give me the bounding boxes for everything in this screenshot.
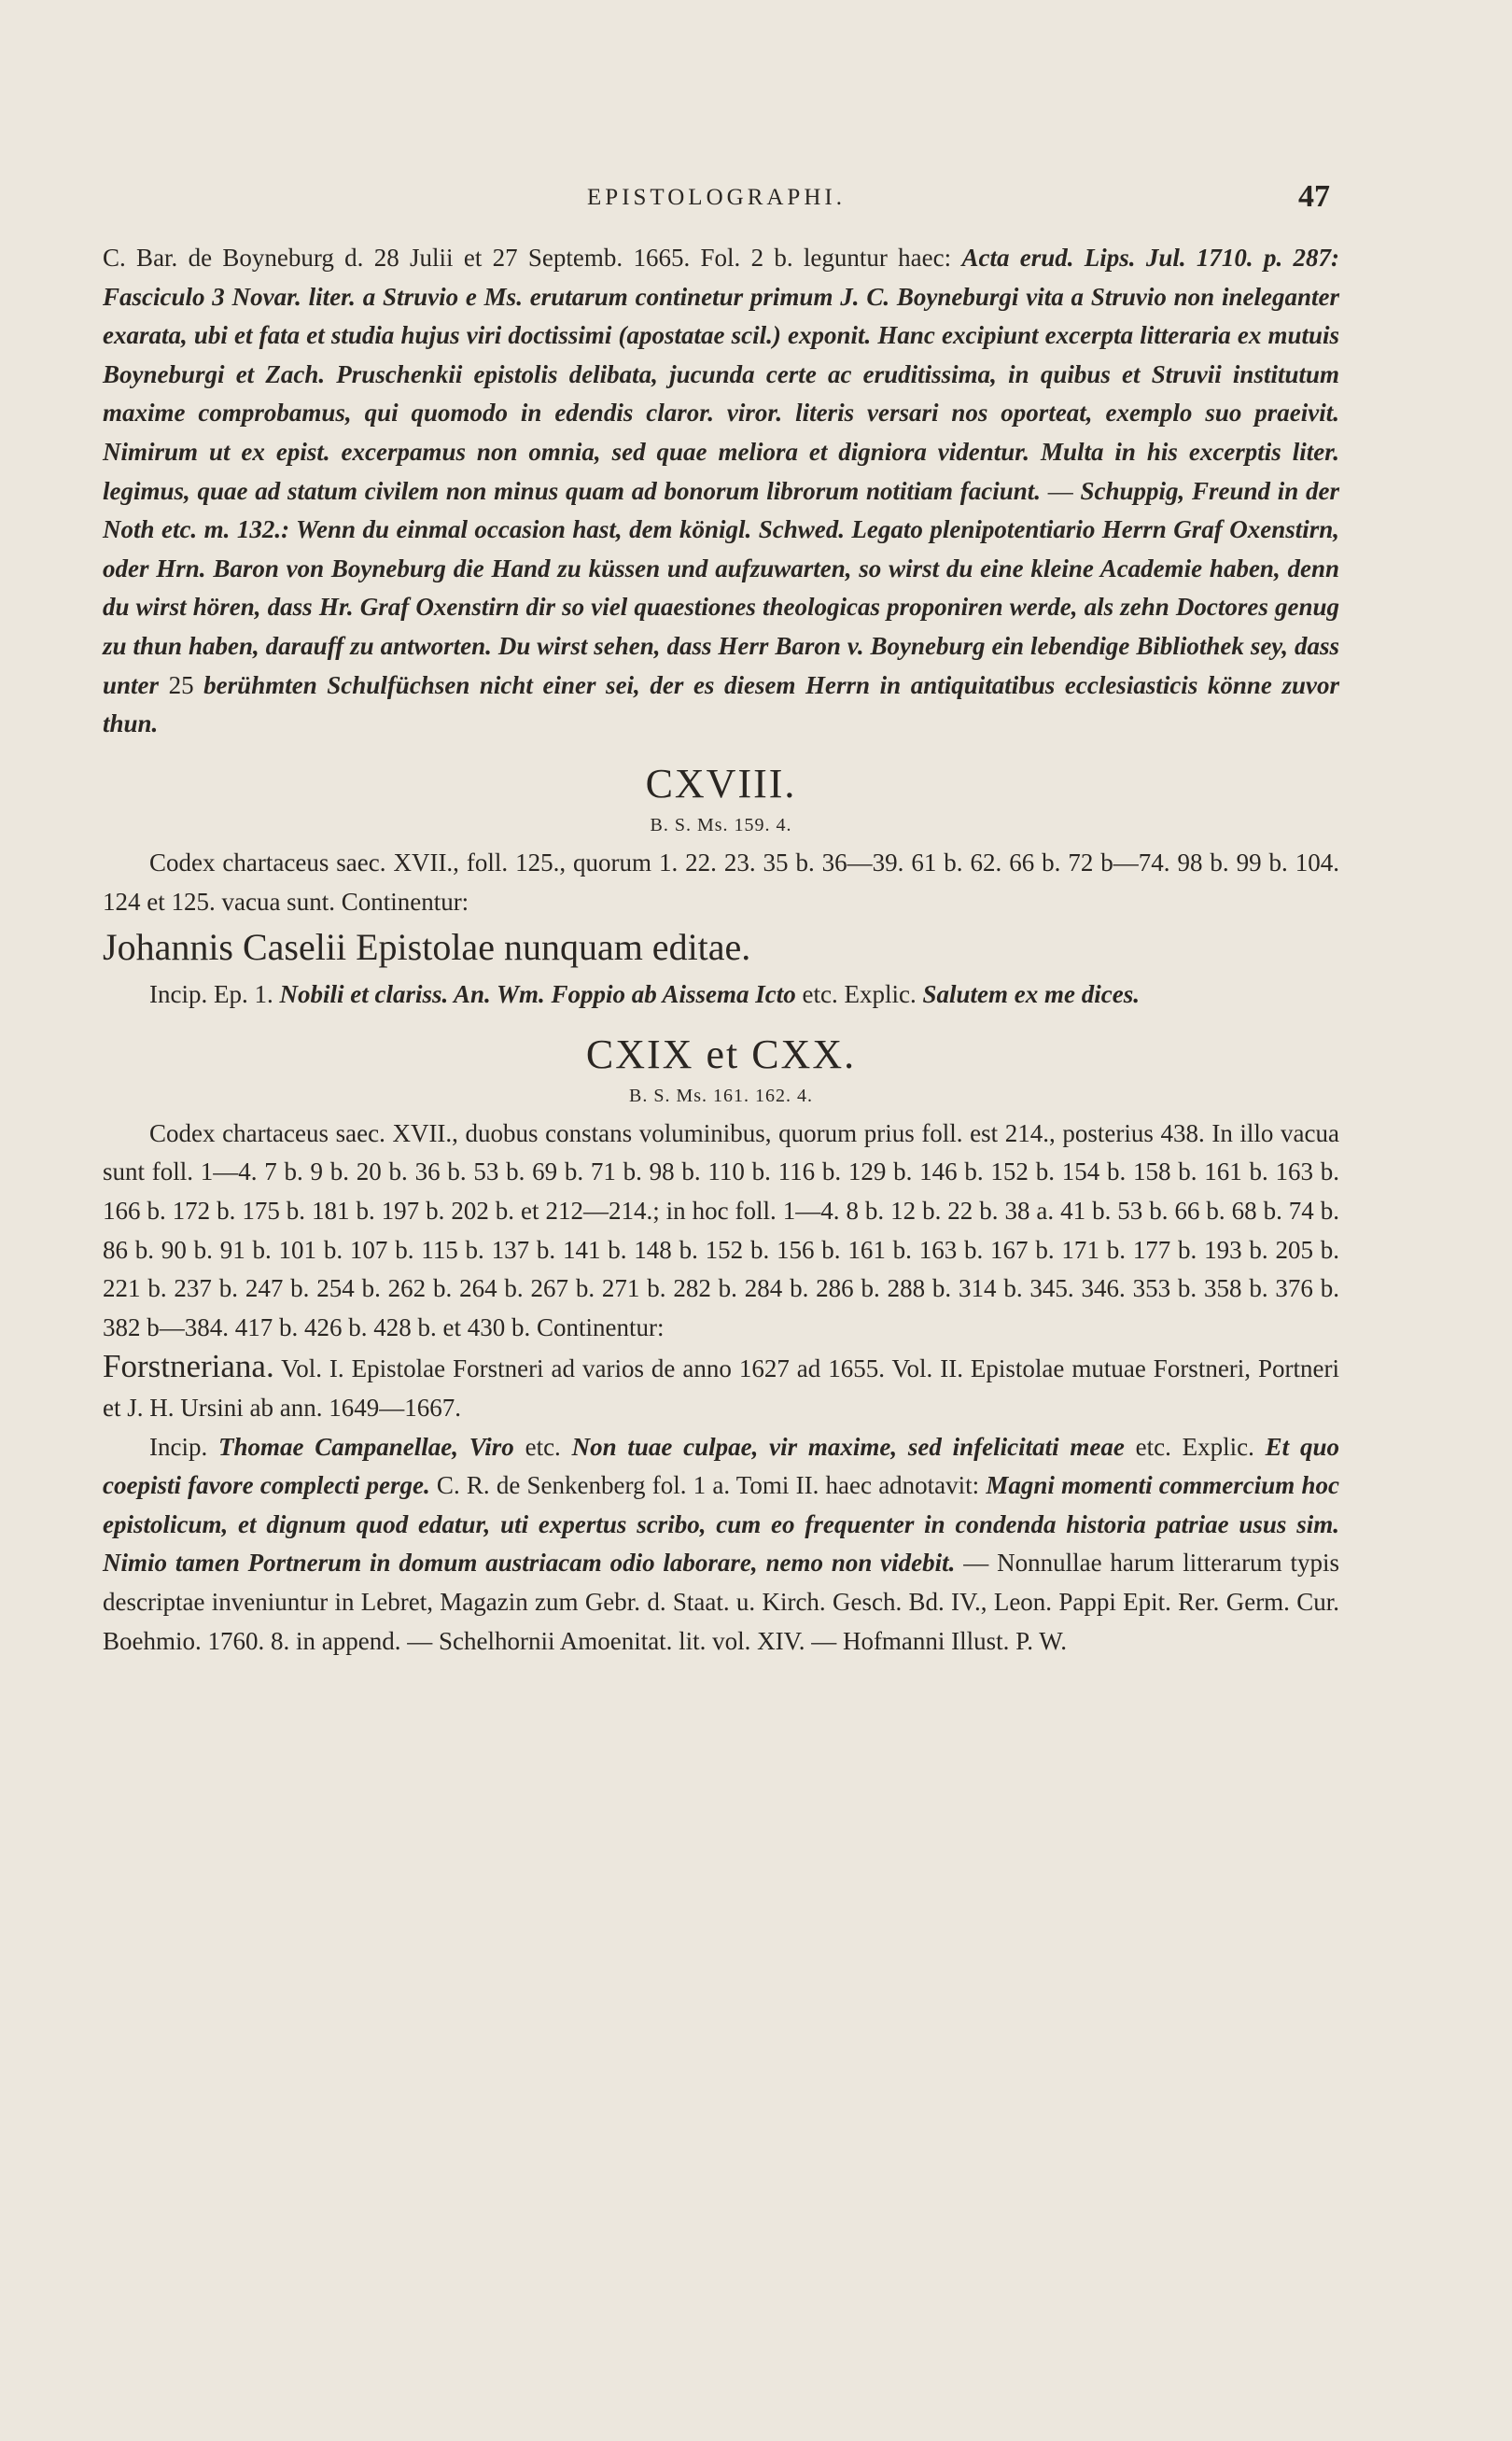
text-run: etc. Explic. — [1124, 1432, 1266, 1461]
section-number-cxviii: CXVIII. — [645, 760, 797, 807]
shelfmark-cxviii: B. S. Ms. 159. 4. — [650, 814, 792, 835]
text-run: 25 — [168, 670, 194, 699]
page-header — [103, 179, 1330, 222]
italic-text-run: berühmten Schulfüchsen nicht einer sei, der es diesem Herrn in antiquitatibus ecclesiasticis könne zuvor thun. — [103, 670, 1339, 738]
text-run: etc. Explic. — [795, 980, 923, 1009]
page-body — [103, 239, 1339, 1661]
incipit-paragraph-cxix-cxx — [103, 1428, 1339, 1662]
text-run: etc. — [513, 1432, 572, 1461]
italic-text-run: Et quo coepisti favore complecti perge. — [103, 1432, 1339, 1500]
text-run: — Nonnullae harum litterarum typis descriptae inveniuntur in Lebret, Magazin zum Gebr. d. Staat. u. Kirch. Gesch. Bd. IV., Leon. Pappi Epit. Rer. Germ. Cur. Boehmio. 1760. 8. in append. — Schelhornii Amoenitat. lit. vol. XIV. — Hofmanni Illust. P. W. — [103, 1549, 1339, 1655]
italic-text-run: Non tuae culpae, vir maxime, sed infelicitati meae — [571, 1432, 1125, 1461]
text-run: Incip. — [149, 1432, 218, 1461]
text-run: C. R. de Senkenberg fol. 1 a. Tomi II. haec adnotavit: — [429, 1471, 987, 1500]
incipit-paragraph-cxviii — [103, 975, 1339, 1015]
text-run: — — [1041, 476, 1081, 505]
text-run: Incip. Ep. 1. — [149, 980, 280, 1009]
top-paragraph — [103, 239, 1339, 744]
work-title-forstneriana: Forstneriana. — [103, 1348, 274, 1385]
italic-text-run: Nobili et clariss. An. Wm. Foppio ab Aissema Icto — [279, 980, 796, 1009]
italic-text-run: Thomae Campanellae, Viro — [218, 1432, 514, 1461]
italic-text-run: Acta erud. Lips. Jul. 1710. p. 287: Fasciculo 3 Novar. liter. a Struvio e Ms. erutarum continetur primum J. C. Boyneburgi vita a Struvio non ineleganter exarata, ubi et fata et studia hujus viri doctissimi (apostatae scil.) exponit. Hanc excipiunt excerpta litteraria ex mutuis Boyneburgi et Zach. Pruschenkii epistolis delibata, jucunda certe ac eruditissima, in quibus et Struvii institutum maxime comprobamus, qui quomodo in edendis claror. viror. literis versari nos oporteat, exemplo suo praeivit. Nimirum ut ex epist. excerpamus non omnia, sed quae meliora et digniora videntur. Multa in his excerptis liter. legimus, quae ad statum civilem non minus quam ad bonorum librorum notitiam faciunt. — [103, 244, 1340, 505]
shelfmark-cxix-cxx: B. S. Ms. 161. 162. 4. — [628, 1085, 814, 1106]
text-run: Codex chartaceus saec. XVII., duobus constans voluminibus, quorum prius foll. est 214., posterius 438. In illo vacua sunt foll. 1—4. 7 b. 9 b. 20 b. 36 b. 53 b. 69 b. 71 b. 98 b. 110 b. 116 b. 129 b. 146 b. 152 b. 154 b. 158 b. 161 b. 163 b. 166 b. 172 b. 175 b. 181 b. 197 b. 202 b. et 212—214.; in hoc foll. 1—4. 8 b. 12 b. 22 b. 38 a. 41 b. 53 b. 66 b. 68 b. 74 b. 86 b. 90 b. 91 b. 101 b. 107 b. 115 b. 137 b. 141 b. 148 b. 152 b. 156 b. 161 b. 163 b. 167 b. 171 b. 177 b. 193 b. 205 b. 221 b. 237 b. 247 b. 254 b. 262 b. 264 b. 267 b. 271 b. 282 b. 284 b. 286 b. 288 b. 314 b. 345. 346. 353 b. 358 b. 376 b. 382 b—384. 417 b. 426 b. 428 b. et 430 b. Continentur: — [103, 1118, 1339, 1341]
work-description-forstneriana: Vol. I. Epistolae Forstneri ad varios de anno 1627 ad 1655. Vol. II. Epistolae mutuae Forstneri, Portneri et J. H. Ursini ab ann. 1649—1667. — [103, 1354, 1339, 1423]
codex-description-cxix-cxx — [103, 1115, 1339, 1348]
work-title-caselius: Johannis Caselii Epistolae nunquam editae. — [103, 926, 751, 969]
text-run: Codex chartaceus saec. XVII., foll. 125., quorum 1. 22. 23. 35 b. 36—39. 61 b. 62. 66 b. 72 b—74. 98 b. 99 b. 104. 124 et 125. vacua sunt. Continentur: — [103, 848, 1339, 916]
page-number: 47 — [1298, 179, 1330, 214]
text-run: C. Bar. de Boyneburg d. 28 Julii et 27 Septemb. 1665. Fol. 2 b. leguntur haec: — [103, 244, 962, 272]
italic-text-run: Schuppig, Freund in der Noth etc. m. 132.: Wenn du einmal occasion hast, dem königl. Schwed. Legato plenipotentiario Herrn Graf Oxenstirn, oder Hrn. Baron von Boyneburg die Hand zu küssen und aufzuwarten, so wirst du eine kleine Academie haben, denn du wirst hören, dass Hr. Graf Oxenstirn dir so viel quaestiones theologicas proponiren werde, als zehn Doctores genug zu thun haben, darauff zu antworten. Du wirst sehen, dass Herr Baron v. Boyneburg ein lebendige Bibliothek sey, dass unter — [103, 476, 1340, 699]
codex-description-cxviii — [103, 844, 1339, 921]
running-title: EPISTOLOGRAPHI. — [587, 185, 846, 210]
section-number-cxix-cxx: CXIX et CXX. — [585, 1031, 857, 1077]
italic-text-run: Salutem ex me dices. — [922, 980, 1140, 1009]
work-paragraph-forstneriana — [103, 1347, 1339, 1427]
italic-text-run: Magni momenti commercium hoc epistolicum, et dignum quod edatur, uti expertus scribo, cum eo frequenter in condenda historia patriae usus sim. Nimio tamen Portnerum in domum austriacam odio laborare, nemo non videbit. — [103, 1471, 1339, 1578]
